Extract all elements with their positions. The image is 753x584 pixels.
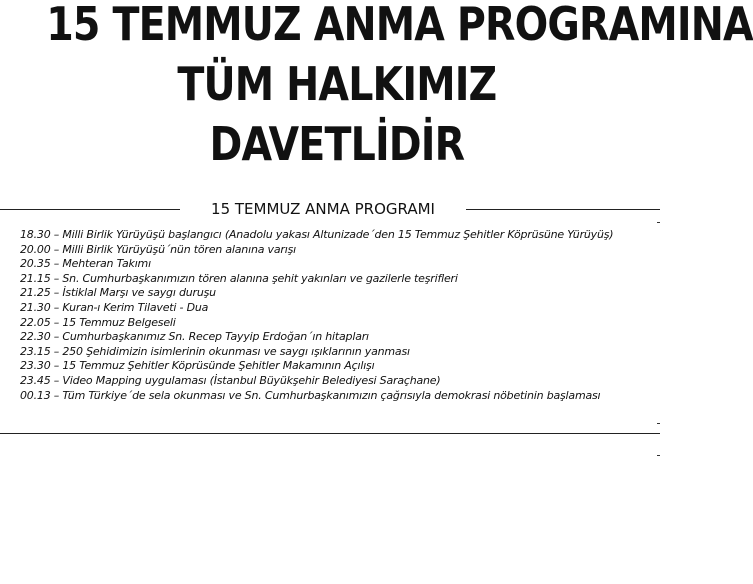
title-rule-right (466, 209, 660, 210)
schedule-item: 20.35 – Mehteran Takımı (20, 257, 151, 271)
title-rule-left (0, 209, 180, 210)
schedule-item: 23.15 – 250 Şehidimizin isimlerinin okunması ve saygı ışıklarının yanması (20, 344, 410, 358)
edge-mark (657, 423, 660, 424)
schedule-item: 23.45 – Video Mapping uygulaması (İstanbul Büyükşehir Belediyesi Saraçhane) (20, 373, 441, 387)
schedule-item: 18.30 – Milli Birlik Yürüyüşü başlangıcı (Anadolu yakası Altunizade´den 15 Temmuz Şehitler Köprüsüne Yürüyüş) (20, 228, 614, 241)
edge-mark (657, 222, 660, 223)
schedule-item: 21.25 – İstiklal Marşı ve saygı duruşu (20, 286, 216, 300)
schedule-item: 20.00 – Milli Birlik Yürüyüşü´nün tören alanına varışı (20, 242, 296, 256)
program-title: 15 TEMMUZ ANMA PROGRAMI (211, 200, 435, 218)
bottom-divider (0, 433, 660, 434)
edge-mark (657, 455, 660, 456)
schedule-item: 23.30 – 15 Temmuz Şehitler Köprüsünde Şehitler Makamının Açılışı (20, 359, 375, 373)
schedule-item: 00.13 – Tüm Türkiye´de sela okunması ve Sn. Cumhurbaşkanımızın çağrısıyla demokrasi nöbetinin başlaması (20, 388, 601, 402)
program-title-bar (0, 199, 660, 219)
headline-line-1: 15 TEMMUZ ANMA PROGRAMINA (46, 0, 753, 51)
program-schedule (20, 228, 660, 403)
headline-line-3: DAVETLİDİR (209, 117, 465, 171)
schedule-item: 21.30 – Kuran-ı Kerim Tilaveti - Dua (20, 300, 209, 314)
headline-line-2: TÜM HALKIMIZ (177, 57, 497, 111)
schedule-item: 21.15 – Sn. Cumhurbaşkanımızın tören alanına şehit yakınları ve gazilerle teşrifleri (20, 271, 458, 285)
headline (46, 0, 753, 174)
schedule-item: 22.30 – Cumhurbaşkanımız Sn. Recep Tayyip Erdoğan´ın hitapları (20, 330, 369, 344)
schedule-item: 22.05 – 15 Temmuz Belgeseli (20, 315, 176, 329)
